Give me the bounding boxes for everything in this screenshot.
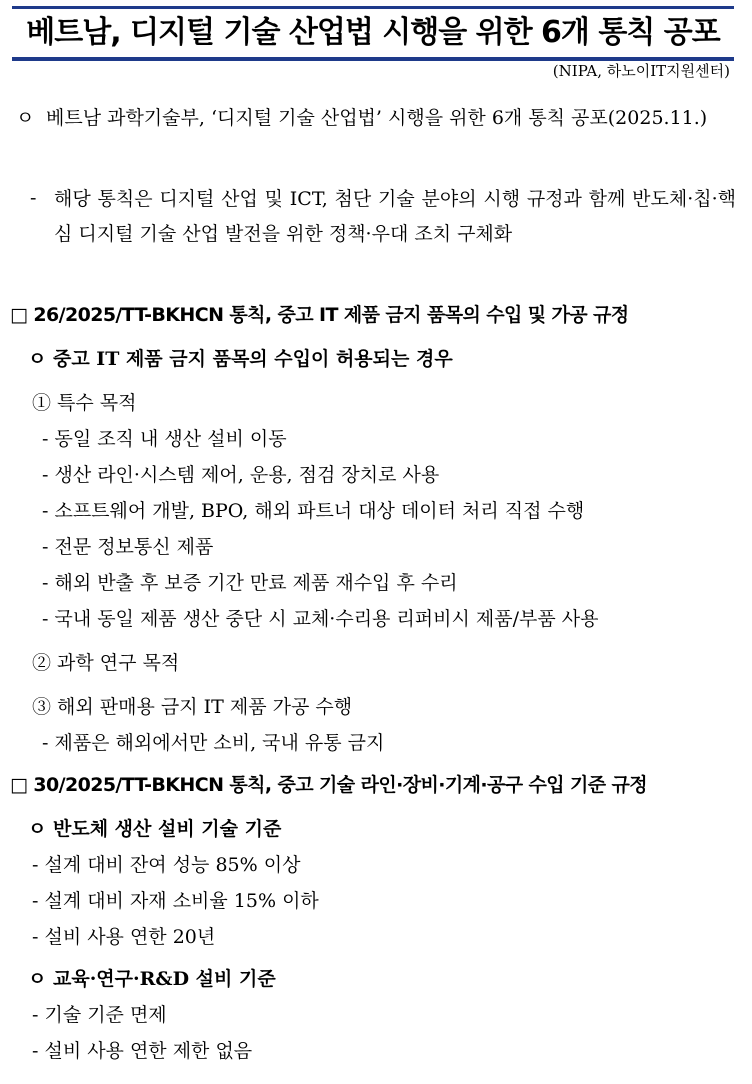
group2-line: - 설비 사용 연한 제한 없음: [32, 1040, 253, 1062]
intro-bullet: ㅇ: [16, 107, 35, 129]
section1-heading: [10, 300, 629, 327]
group1-line: - 설계 대비 자재 소비율 15% 이하: [32, 890, 319, 912]
group2-line: - 기술 기준 면제: [32, 1004, 167, 1026]
section1-subheading: [28, 344, 453, 371]
group1-heading-text: 반도체 생산 설비 기술 기준: [52, 818, 282, 840]
item2-heading: ② 과학 연구 목적: [32, 652, 180, 674]
section2-heading: [10, 770, 647, 797]
section1-heading-text: 26/2025/TT-BKHCN 통칙, 중고 IT 제품 금지 품목의 수입 및 가공 규정: [33, 304, 629, 326]
item1-heading: ① 특수 목적: [32, 392, 137, 414]
section2-heading-text: 30/2025/TT-BKHCN 통칙, 중고 기술 라인·장비·기계·공구 수입 기준 규정: [33, 774, 648, 796]
group1-bullet: ㅇ: [28, 818, 47, 840]
intro-text: 베트남 과학기술부, ‘디지털 기술 산업법’ 시행을 위한 6개 통칙 공포(2025.11.): [46, 107, 708, 129]
group1-heading: [28, 814, 281, 841]
section1-sub-bullet: ㅇ: [28, 348, 47, 370]
intro-dash: -: [30, 187, 37, 209]
group1-line: - 설계 대비 잔여 성능 85% 이상: [32, 854, 301, 876]
section1-sub-text: 중고 IT 제품 금지 품목의 수입이 허용되는 경우: [52, 348, 453, 370]
page-title: 베트남, 디지털 기술 산업법 시행을 위한 6개 통칙 공포: [12, 6, 734, 61]
item1-line: - 소프트웨어 개발, BPO, 해외 파트너 대상 데이터 처리 직접 수행: [42, 500, 585, 522]
item3-line: - 제품은 해외에서만 소비, 국내 유통 금지: [42, 732, 385, 754]
item3-heading: ③ 해외 판매용 금지 IT 제품 가공 수행: [32, 696, 353, 718]
intro-detail: 해당 통칙은 디지털 산업 및 ICT, 첨단 기술 분야의 시행 규정과 함께 반도체·칩·핵심 디지털 기술 산업 발전을 위한 정책·우대 조치 구체화: [54, 188, 736, 245]
item1-line: - 국내 동일 제품 생산 중단 시 교체·수리용 리퍼비시 제품/부품 사용: [42, 608, 599, 630]
source-label: (NIPA, 하노이IT지원센터): [552, 62, 730, 80]
item1-line: - 전문 정보통신 제품: [42, 536, 214, 558]
item1-line: - 동일 조직 내 생산 설비 이동: [42, 428, 287, 450]
item1-line: - 해외 반출 후 보증 기간 만료 제품 재수입 후 수리: [42, 572, 458, 594]
item1-line: - 생산 라인·시스템 제어, 운용, 점검 장치로 사용: [42, 464, 440, 486]
group1-line: - 설비 사용 연한 20년: [32, 926, 216, 948]
section1-box: □: [10, 304, 28, 326]
group2-heading: [28, 964, 276, 991]
group2-heading-text: 교육·연구·R&D 설비 기준: [52, 968, 276, 990]
section2-box: □: [10, 774, 28, 796]
group2-bullet: ㅇ: [28, 968, 47, 990]
